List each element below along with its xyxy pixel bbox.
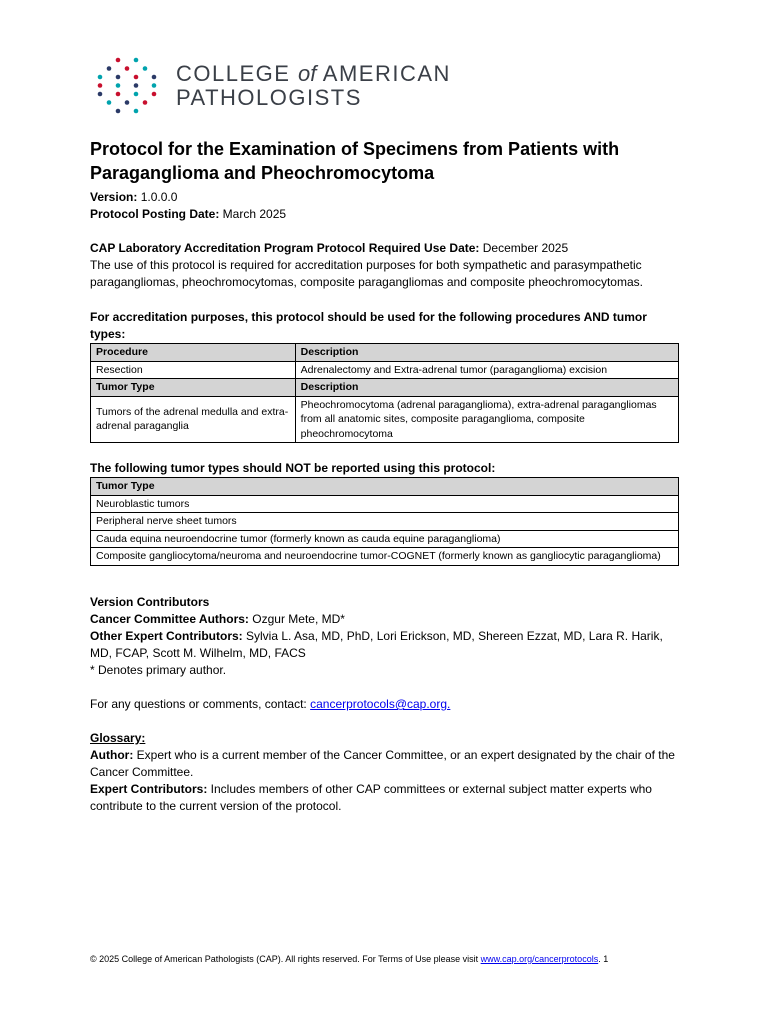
posting-date-line: Protocol Posting Date: March 2025 [90,207,287,221]
logo-dot [143,66,148,71]
table-cell: Cauda equina neuroendocrine tumor (formerly known as cauda equine paraganglioma) [91,530,679,548]
table-header: Tumor Type [91,379,296,397]
logo-dot [98,83,103,88]
glossary-heading: Glossary: [90,731,146,745]
logo-wordmark: COLLEGE of AMERICAN PATHOLOGISTS [176,61,451,110]
logo-dot [125,100,130,105]
version-line: Version: 1.0.0.0 [90,190,178,204]
table-row [91,495,679,513]
primary-author-note: * Denotes primary author. [90,663,227,677]
logo-dot [116,58,121,63]
contact-line: For any questions or comments, contact: cancerprotocols@cap.org. [90,697,451,711]
logo-dot [152,92,157,97]
logo-dot [134,92,139,97]
table-cell: Neuroblastic tumors [91,495,679,513]
logo-dot [116,109,121,114]
logo-dot [98,92,103,97]
other-contributors-line: Other Expert Contributors: Sylvia L. Asa, MD, PhD, Lori Erickson, MD, Shereen Ezzat, MD, Lara R. Harik, MD, FCAP, Scott M. Wilhelm, MD, FACS [90,629,663,660]
cap-logo [94,56,474,116]
table-header: Procedure [91,344,296,362]
table-header-row [91,344,679,362]
authors-line: Cancer Committee Authors: Ozgur Mete, MD* [90,612,345,626]
table-row [91,396,679,443]
table-cell: Resection [91,361,296,379]
logo-dot [116,75,121,80]
excluded-tumors-table [90,477,679,566]
document-title: Protocol for the Examination of Specimens from Patients with Paraganglioma and Pheochromocytoma [90,139,620,183]
table-cell: Adrenalectomy and Extra-adrenal tumor (paraganglioma) excision [295,361,678,379]
table-header-row [91,379,679,397]
contact-email-link[interactable]: cancerprotocols@cap.org. [310,697,451,711]
table-cell: Peripheral nerve sheet tumors [91,513,679,531]
required-use-line: CAP Laboratory Accreditation Program Protocol Required Use Date: December 2025 [90,241,569,255]
logo-dot [107,100,112,105]
accreditation-heading: For accreditation purposes, this protocol should be used for the following procedures AND tumor types: [90,310,647,341]
logo-dots-icon [94,56,164,116]
intro-paragraph: The use of this protocol is required for accreditation purposes for both sympathetic and parasympathetic paragangliomas, pheochromocytomas, composite paragangliomas and composite pheochromocytomas. [90,258,643,289]
logo-dot [134,75,139,80]
glossary-expert: Expert Contributors: Includes members of other CAP committees or external subject matter experts who contribute to the current version of the protocol. [90,782,652,813]
table-header: Description [295,379,678,397]
table-header: Description [295,344,678,362]
table-cell: Tumors of the adrenal medulla and extra-adrenal paraganglia [91,396,296,443]
footer: © 2025 College of American Pathologists (CAP). All rights reserved. For Terms of Use please visit www.cap.org/cancerprotocols. 1 [90,954,609,964]
contributors-heading: Version Contributors [90,595,210,609]
not-reported-heading: The following tumor types should NOT be reported using this protocol: [90,461,496,475]
logo-dot [116,92,121,97]
table-cell: Pheochromocytoma (adrenal paraganglioma), extra-adrenal paragangliomas from all anatomic sites, composite paraganglioma, composite pheochromocytoma [295,396,678,443]
logo-dot [152,83,157,88]
logo-dot [134,58,139,63]
table-row [91,513,679,531]
logo-dot [125,66,130,71]
procedures-table [90,343,679,443]
logo-dot [134,109,139,114]
footer-link[interactable]: www.cap.org/cancerprotocols [480,954,599,964]
table-row [91,548,679,566]
logo-dot [143,100,148,105]
logo-dot [116,83,121,88]
logo-dot [107,66,112,71]
glossary-author: Author: Expert who is a current member of the Cancer Committee, or an expert designated by the chair of the Cancer Committee. [90,748,675,779]
logo-dot [134,83,139,88]
logo-dot [152,75,157,80]
table-row [91,361,679,379]
table-header: Tumor Type [91,478,679,496]
table-cell: Composite gangliocytoma/neuroma and neuroendocrine tumor-COGNET (formerly known as gangliocytic paraganglioma) [91,548,679,566]
table-header-row [91,478,679,496]
table-row [91,530,679,548]
logo-dot [98,75,103,80]
